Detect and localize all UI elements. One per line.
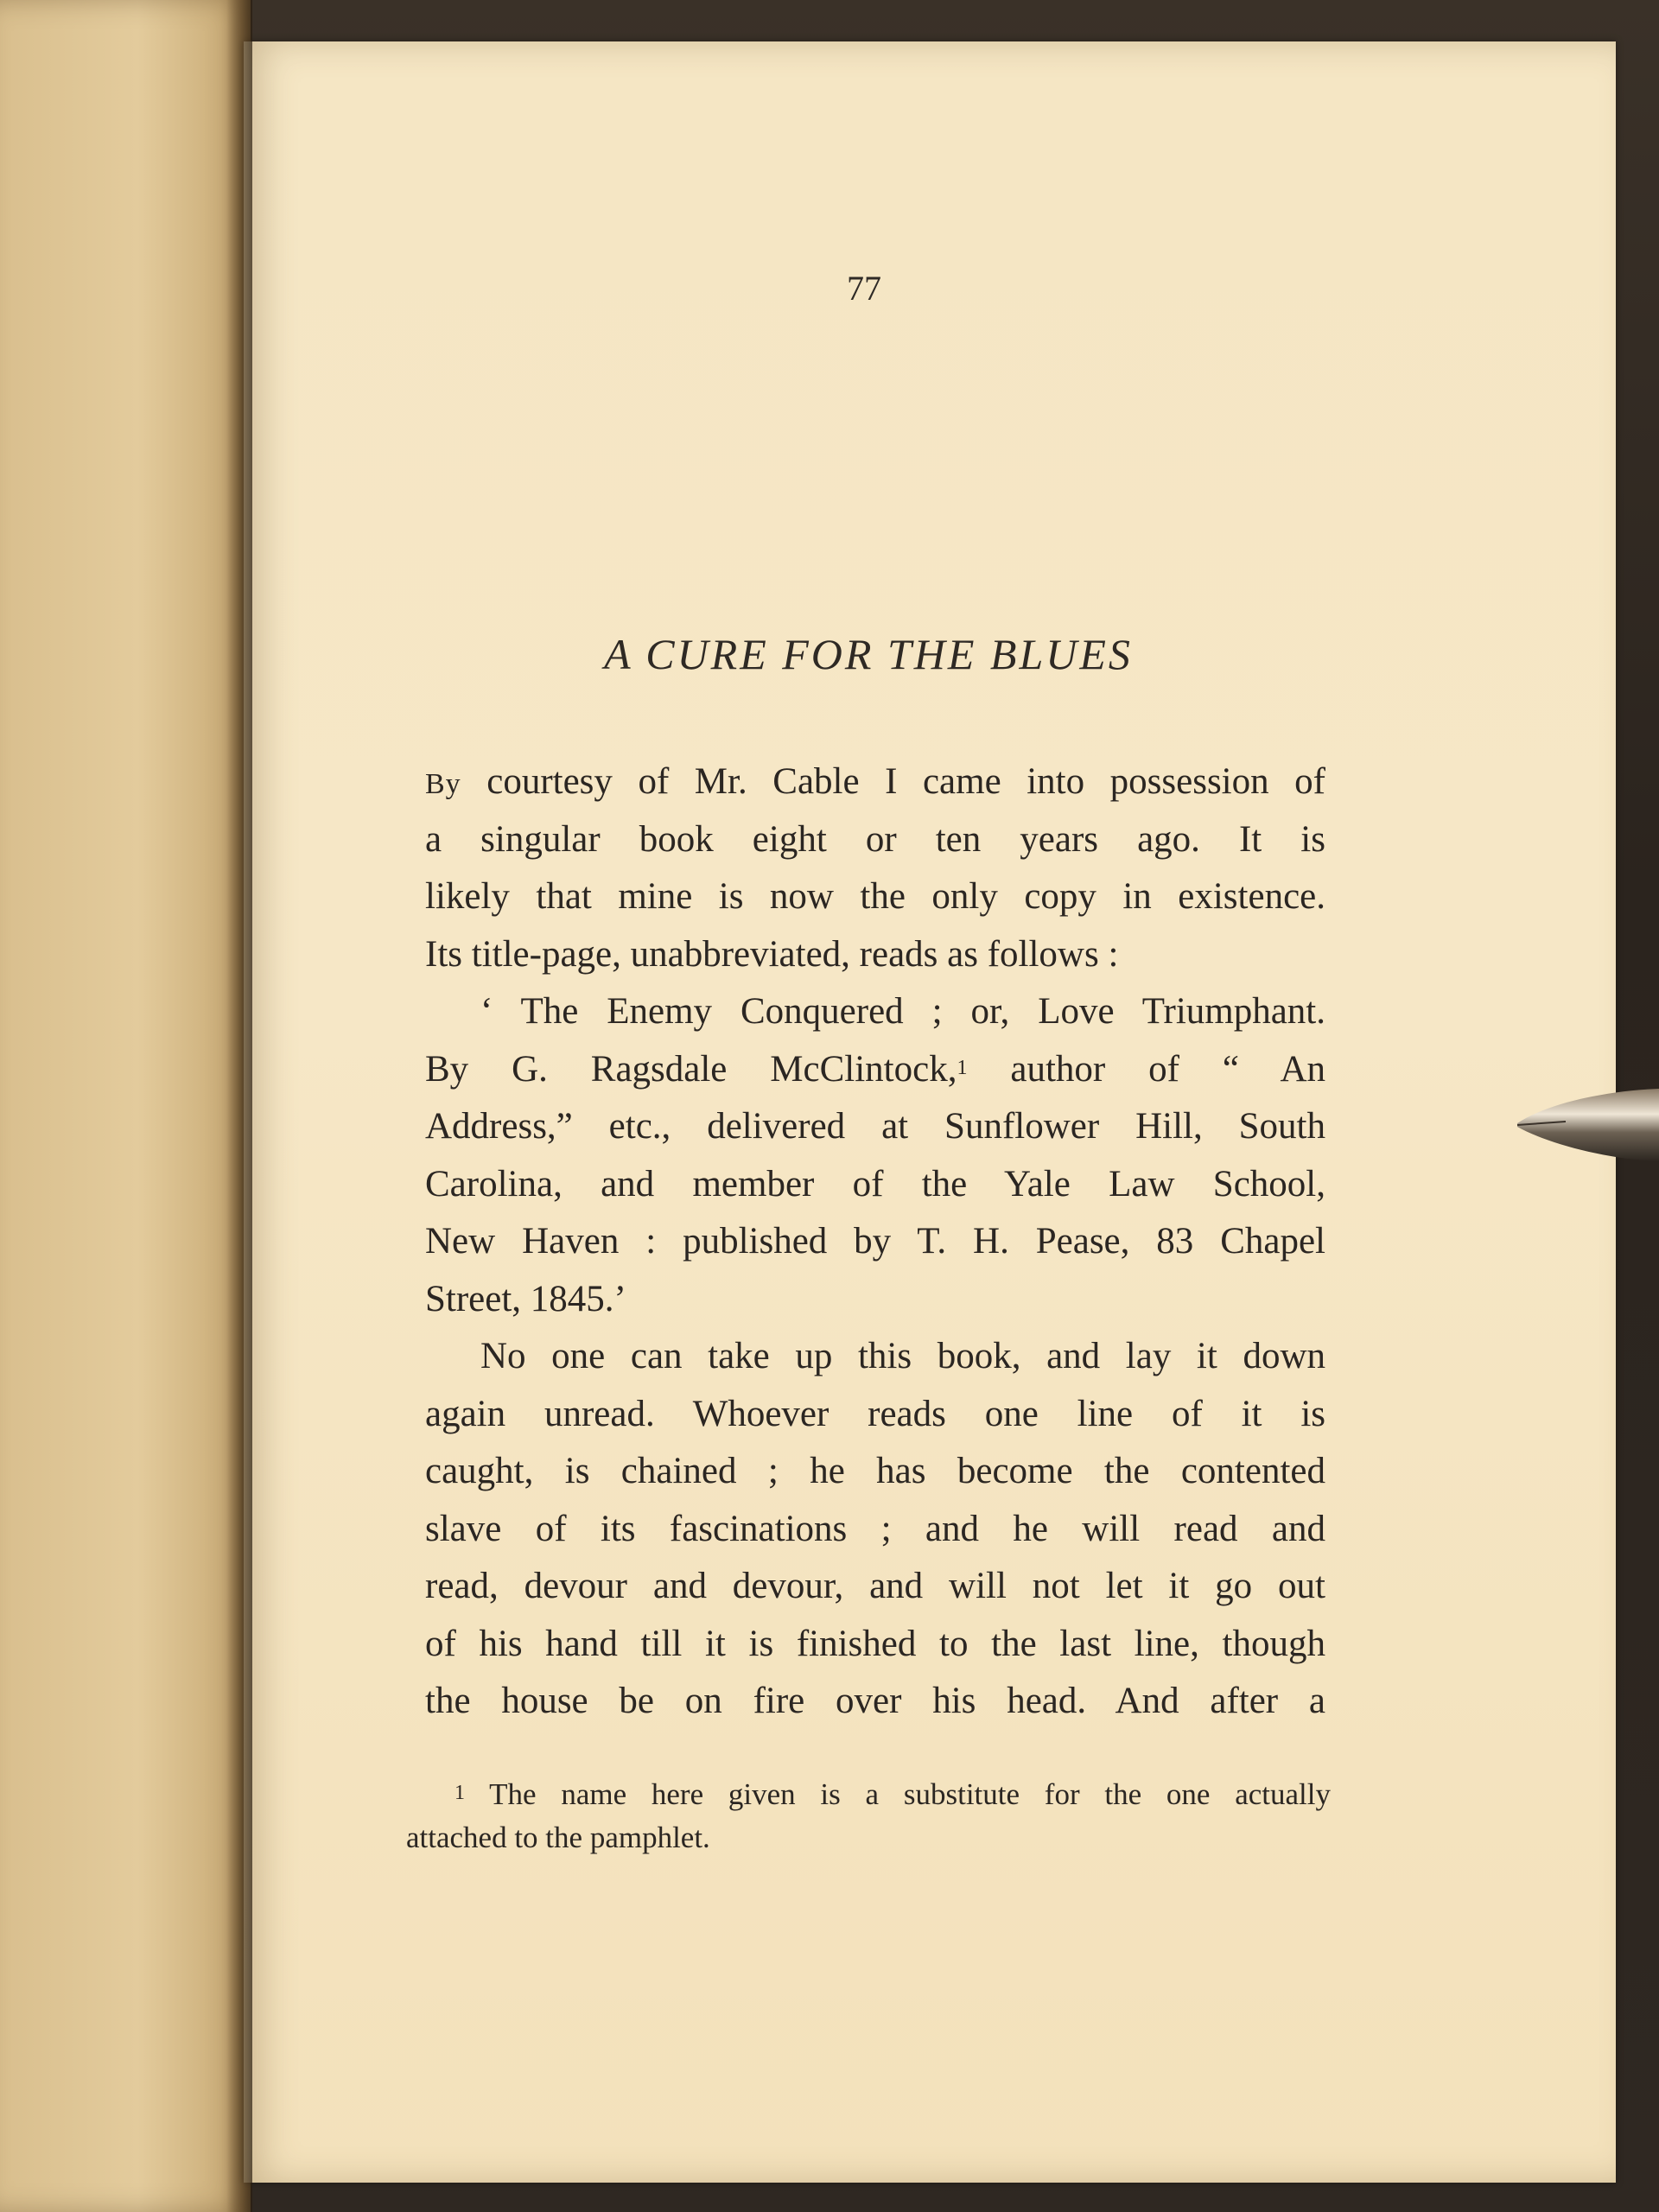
text-line: slave of its fascinations ; and he will read and	[425, 1508, 1325, 1549]
page-number: 77	[847, 269, 881, 308]
text-line: a singular book eight or ten years ago. It is	[425, 818, 1325, 860]
text-line: again unread. Whoever reads one line of it is	[425, 1393, 1325, 1434]
text-line: ‘ The Enemy Conquered ; or, Love Triumphant.	[480, 991, 1325, 1032]
line-text: courtesy of Mr. Cable I came into possession of	[461, 761, 1325, 802]
pen-tip-icon	[1514, 1087, 1659, 1163]
footnote-line	[406, 1773, 1331, 1816]
text-line: Its title-page, unabbreviated, reads as follows :	[425, 933, 1119, 975]
small-caps-lead: By	[425, 768, 461, 800]
text-line: likely that mine is now the only copy in existence.	[425, 876, 1325, 917]
book-gutter	[226, 0, 252, 2212]
body-text	[425, 753, 1325, 1731]
text-line: read, devour and devour, and will not let it go out	[425, 1566, 1325, 1606]
footnote	[406, 1773, 1331, 1859]
text-line: the house be on fire over his head. And after a	[425, 1681, 1325, 1721]
text-line: New Haven : published by T. H. Pease, 83 Chapel	[425, 1221, 1325, 1262]
line-text: By G. Ragsdale McClintock,	[425, 1048, 957, 1090]
text-line: No one can take up this book, and lay it down	[480, 1336, 1325, 1376]
footnote-marker: 1	[454, 1782, 465, 1804]
footnote-text: The name here given is a substitute for the one actually	[489, 1777, 1331, 1811]
text-line: of his hand till it is finished to the last line, though	[425, 1623, 1325, 1664]
chapter-title: A CURE FOR THE BLUES	[604, 630, 1133, 678]
footnote-marker: 1	[957, 1056, 968, 1079]
footnote-line: attached to the pamphlet.	[406, 1821, 710, 1854]
line-text: author of “ An	[967, 1048, 1326, 1090]
left-page	[0, 0, 251, 2212]
text-line: Street, 1845.’	[425, 1278, 626, 1319]
text-line: Address,” etc., delivered at Sunflower Hill, South	[425, 1106, 1325, 1147]
text-line: Carolina, and member of the Yale Law School,	[425, 1163, 1325, 1205]
text-line: caught, is chained ; he has become the contented	[425, 1451, 1325, 1491]
text-line	[425, 753, 1325, 811]
text-line	[425, 1041, 1325, 1099]
